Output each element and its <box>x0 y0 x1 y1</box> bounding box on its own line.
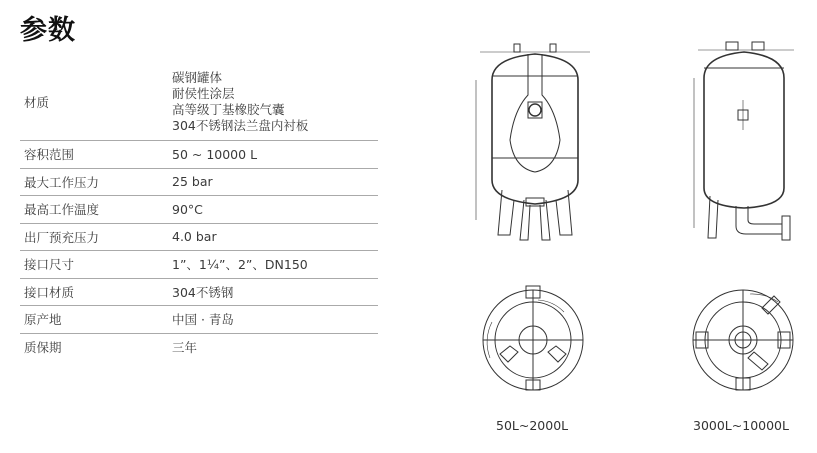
small-tank-front-drawing <box>470 40 600 245</box>
spec-value: 三年 <box>172 340 198 356</box>
spec-value-line: 高等级丁基橡胶气囊 <box>172 102 285 117</box>
spec-value-line: 耐侯性涂层 <box>172 86 235 101</box>
small-tank-top-drawing <box>478 282 588 392</box>
spec-label: 接口尺寸 <box>24 257 75 273</box>
spec-row-warranty <box>20 334 378 362</box>
spec-value: 4.0 bar <box>172 229 217 245</box>
large-tank-caption: 3000L~10000L <box>693 418 789 433</box>
spec-label: 容积范围 <box>24 147 75 163</box>
spec-label: 最高工作温度 <box>24 202 100 218</box>
spec-value-line: 碳钢罐体 <box>172 70 223 85</box>
spec-value: 50 ~ 10000 L <box>172 146 258 162</box>
spec-row-material <box>20 64 378 141</box>
spec-label: 出厂预充压力 <box>24 229 100 245</box>
spec-table <box>20 64 378 361</box>
small-tank-caption: 50L~2000L <box>496 418 569 433</box>
spec-value: 中国 · 青岛 <box>172 312 234 328</box>
spec-row-precharge <box>20 224 378 252</box>
spec-value: 25 bar <box>172 174 213 190</box>
spec-value <box>172 70 378 134</box>
spec-label: 原产地 <box>24 312 62 328</box>
spec-value-line: 304不锈钢法兰盘内衬板 <box>172 118 309 133</box>
large-tank-top-drawing <box>688 282 800 392</box>
spec-row-origin <box>20 306 378 334</box>
spec-row-max-pressure <box>20 169 378 197</box>
spec-value: 304不锈钢 <box>172 284 234 300</box>
spec-row-connection-size <box>20 251 378 279</box>
spec-row-connection-material <box>20 279 378 307</box>
spec-label: 材质 <box>24 95 50 110</box>
spec-label: 接口材质 <box>24 284 75 300</box>
page-title: 参数 <box>20 15 76 46</box>
large-tank-front-drawing <box>690 38 802 243</box>
spec-row-max-temp <box>20 196 378 224</box>
spec-label: 最大工作压力 <box>24 174 100 190</box>
spec-value: 1”、1¼”、2”、DN150 <box>172 257 308 273</box>
spec-row-volume <box>20 141 378 169</box>
spec-value: 90°C <box>172 201 203 217</box>
spec-label: 质保期 <box>24 340 62 356</box>
